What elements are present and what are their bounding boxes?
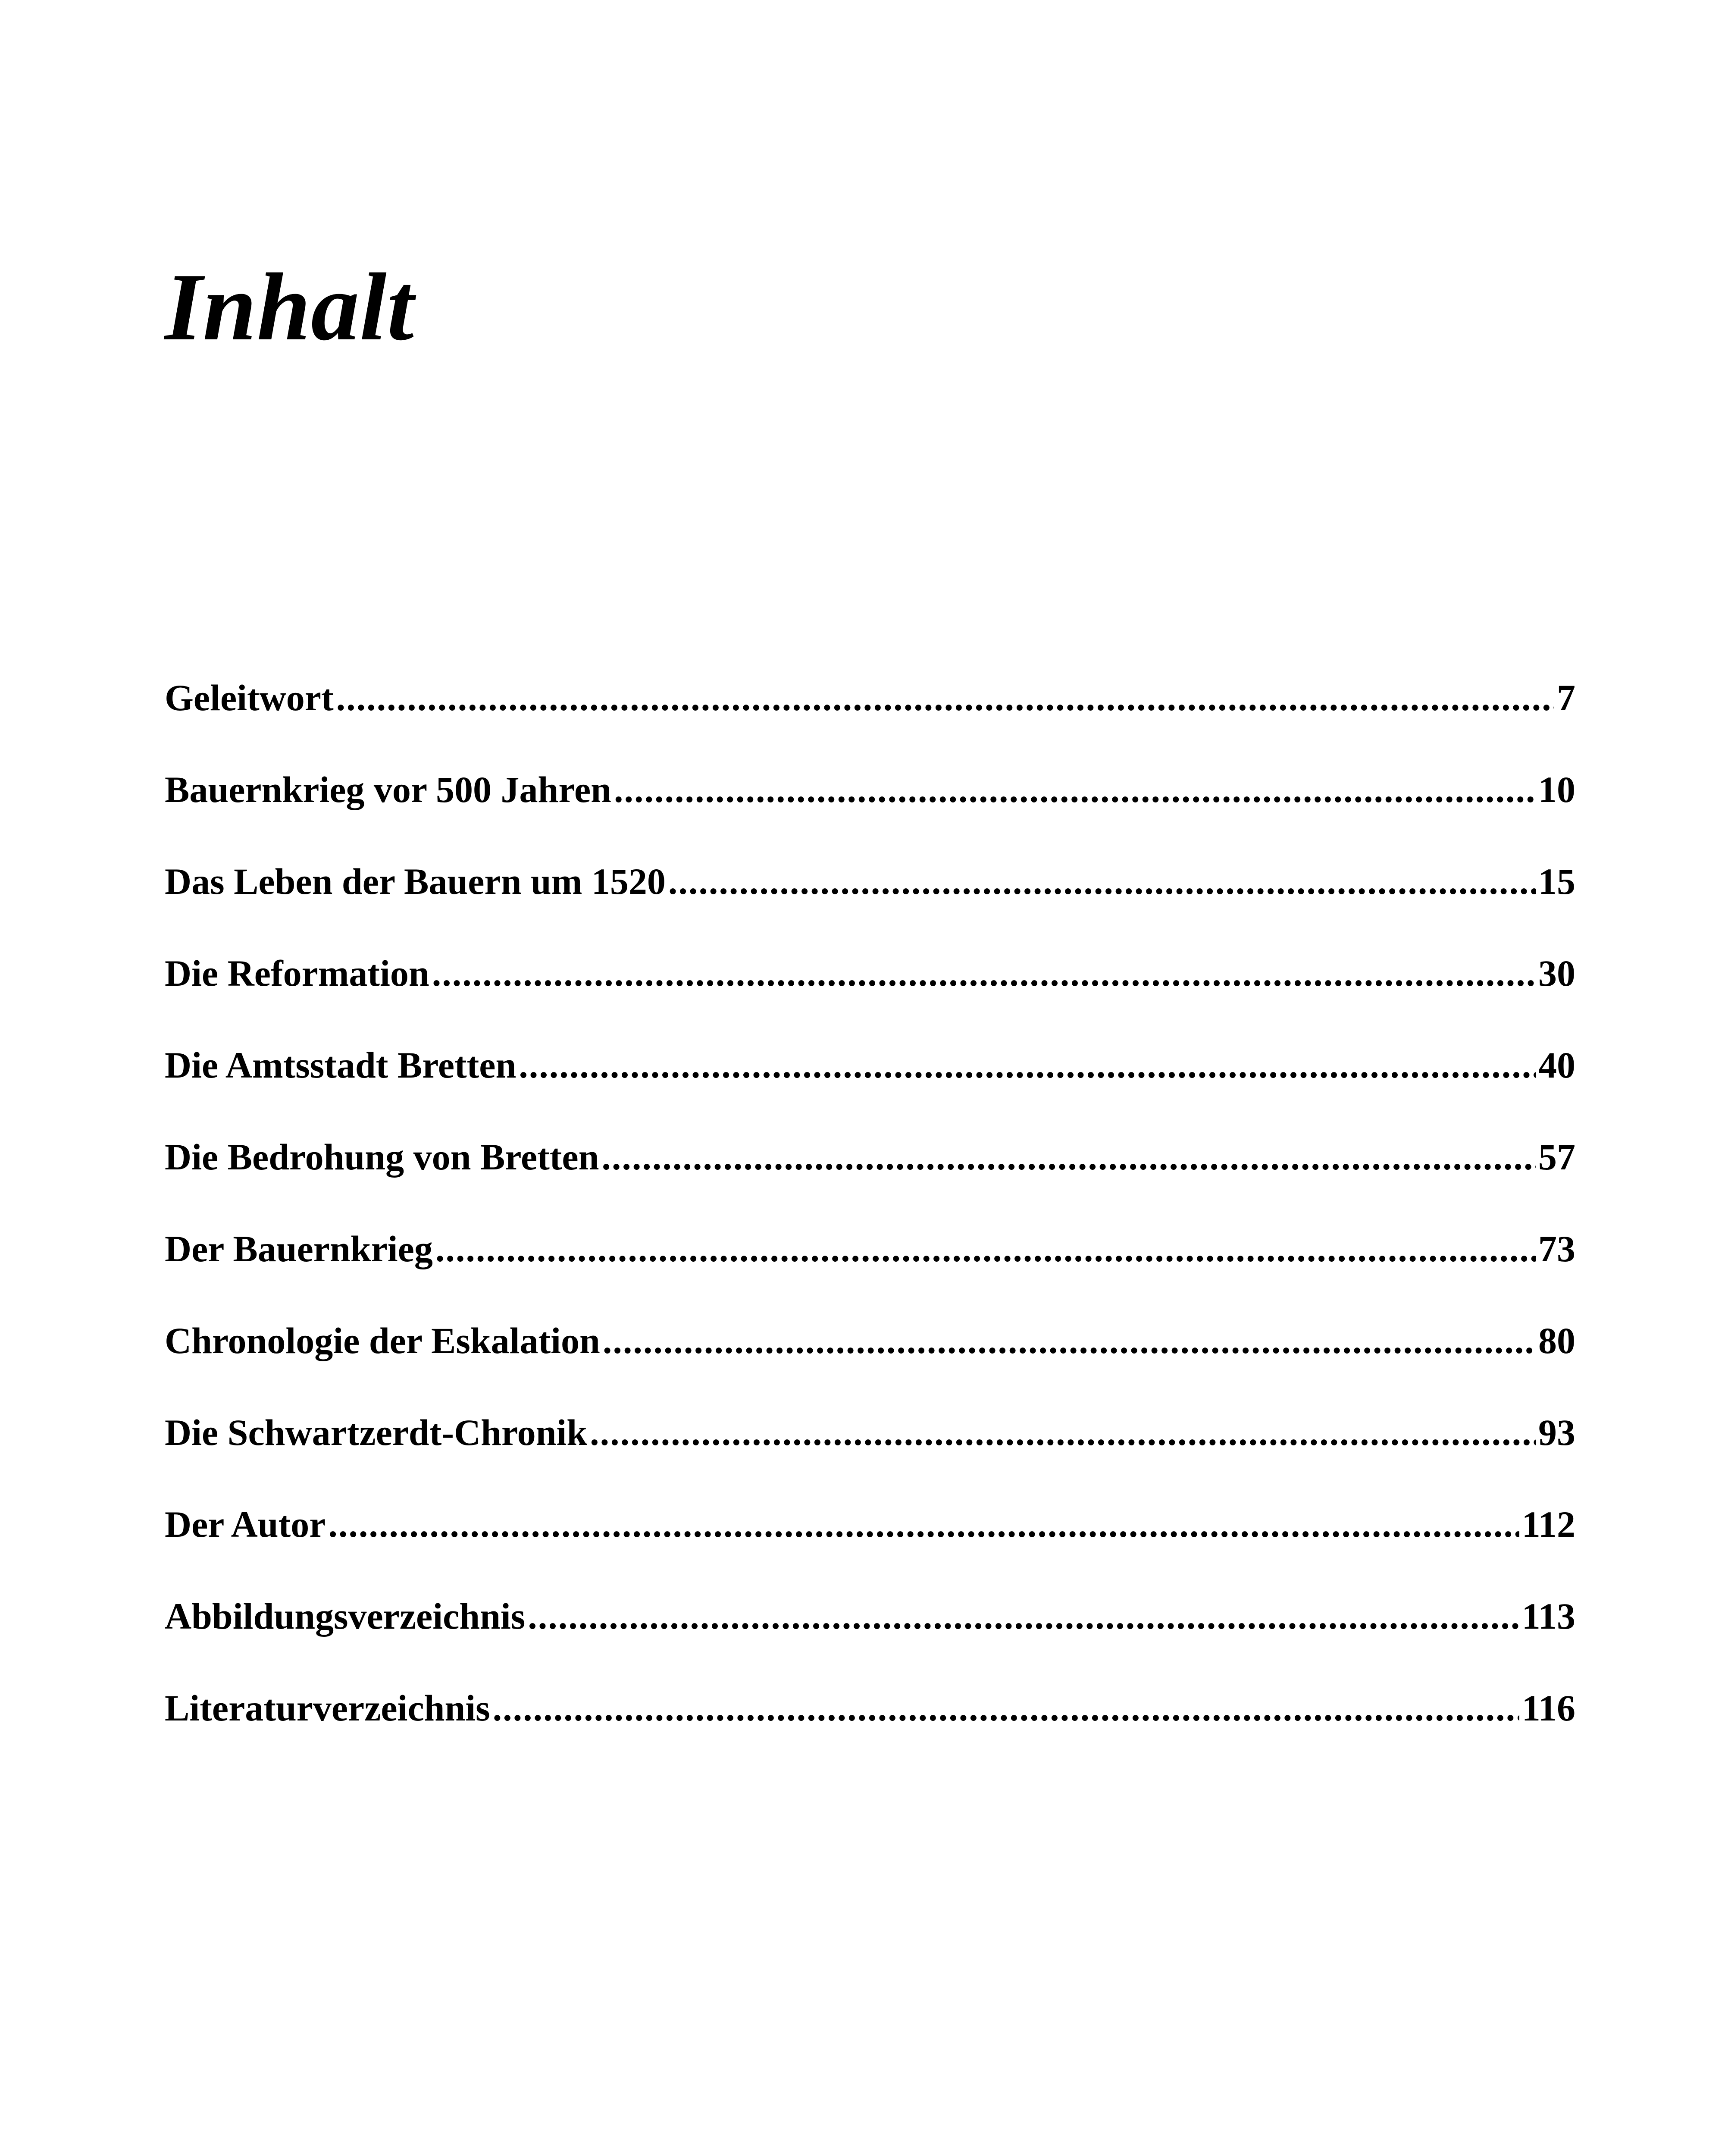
toc-dot-leader [435,1230,1536,1267]
page-title: Inhalt [165,254,414,360]
toc-entry-bauernkrieg-vor-500-jahren[interactable] [165,771,1575,863]
toc-dot-leader [528,1598,1519,1635]
toc-entry-amtsstadt-bretten[interactable] [165,1044,1575,1138]
toc-entry-page: 15 [1538,861,1575,902]
toc-entry-label: Literaturverzeichnis [165,1687,490,1729]
toc-entry-der-bauernkrieg[interactable] [165,1230,1575,1322]
toc-entry-page: 7 [1557,677,1575,718]
toc-entry-page: 113 [1521,1595,1575,1637]
toc-dot-leader [614,771,1536,808]
toc-entry-der-autor[interactable] [165,1506,1575,1598]
toc-entry-abbildungsverzeichnis[interactable] [165,1595,1575,1689]
toc-entry-label: Chronologie der Eskalation [165,1320,600,1361]
toc-entry-geleitwort[interactable] [165,679,1575,771]
toc-entry-leben-der-bauern[interactable] [165,863,1575,955]
toc-entry-reformation[interactable] [165,955,1575,1047]
toc-entry-label: Die Reformation [165,953,429,994]
toc-entry-page: 73 [1538,1228,1575,1269]
toc-entry-page: 93 [1538,1412,1575,1453]
toc-entry-page: 57 [1538,1136,1575,1178]
toc-entry-label: Bauernkrieg vor 500 Jahren [165,769,611,810]
table-of-contents [165,679,1575,1781]
toc-entry-label: Die Schwartzerdt-Chronik [165,1412,588,1453]
toc-dot-leader [603,1322,1536,1359]
toc-entry-label: Geleitwort [165,677,334,718]
toc-entry-schwartzerdt-chronik[interactable] [165,1414,1575,1506]
toc-entry-page: 10 [1538,769,1575,810]
toc-dot-leader [668,863,1536,900]
toc-entry-bedrohung-von-bretten[interactable] [165,1138,1575,1230]
toc-dot-leader [432,955,1536,992]
toc-entry-page: 30 [1538,953,1575,994]
toc-entry-label: Abbildungsverzeichnis [165,1595,526,1637]
toc-dot-leader [336,679,1554,716]
toc-dot-leader [328,1506,1519,1543]
toc-entry-label: Der Autor [165,1504,326,1545]
toc-entry-literaturverzeichnis[interactable] [165,1689,1575,1781]
toc-entry-page: 116 [1521,1687,1575,1729]
toc-dot-leader [493,1689,1519,1727]
toc-entry-label: Der Bauernkrieg [165,1228,433,1269]
toc-entry-label: Die Amtsstadt Bretten [165,1044,517,1086]
toc-entry-chronologie[interactable] [165,1322,1575,1414]
toc-entry-page: 112 [1521,1504,1575,1545]
toc-entry-page: 80 [1538,1320,1575,1361]
toc-entry-label: Die Bedrohung von Bretten [165,1136,599,1178]
toc-dot-leader [519,1047,1536,1084]
toc-entry-page: 40 [1538,1044,1575,1086]
toc-entry-label: Das Leben der Bauern um 1520 [165,861,666,902]
toc-dot-leader [590,1414,1536,1451]
toc-dot-leader [601,1138,1536,1175]
